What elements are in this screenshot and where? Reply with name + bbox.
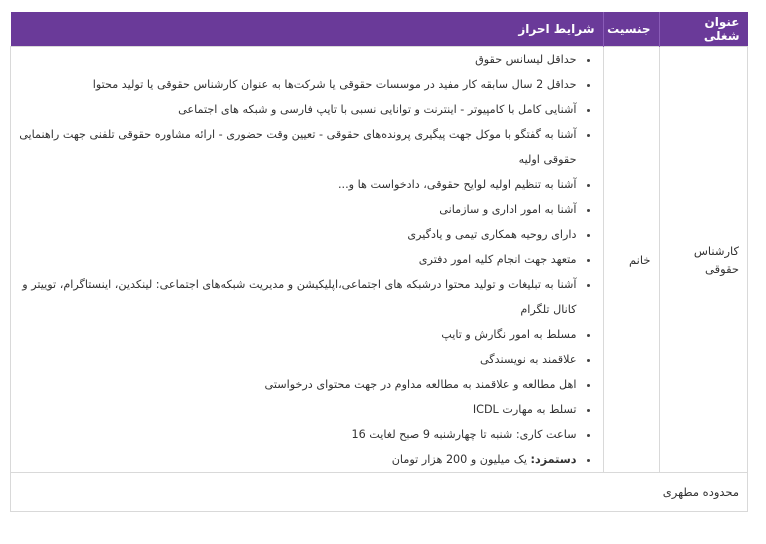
list-item: • متعهد جهت انجام کلیه امور دفتری <box>19 247 577 272</box>
requirements-list <box>19 47 595 472</box>
list-item: • تسلط به مهارت ICDL <box>19 397 577 422</box>
list-item: • مسلط به امور نگارش و تایپ <box>19 322 577 347</box>
header-job-title: عنوان شغلی <box>659 12 748 47</box>
requirements-cell <box>11 47 604 473</box>
salary-label: دستمزد: <box>530 453 577 466</box>
salary-value: یک میلیون و 200 هزار تومان <box>391 453 531 466</box>
list-item: • اهل مطالعه و علاقمند به مطالعه مداوم در جهت محتوای درخواستی <box>19 372 577 397</box>
list-item: • آشنایی کامل با کامپیوتر - اینترنت و توانایی نسبی با تایپ فارسی و شبکه های اجتماعی <box>19 97 577 122</box>
list-item: • آشنا به امور اداری و سازمانی <box>19 197 577 222</box>
list-item: • علاقمند به نویسندگی <box>19 347 577 372</box>
list-item: • آشنا به تنظیم اولیه لوایح حقوقی، دادخواست ها و... <box>19 172 577 197</box>
location-row <box>11 473 748 512</box>
table-row <box>11 47 748 473</box>
list-item: • حداقل 2 سال سابقه کار مفید در موسسات حقوقی یا شرکت‌ها به عنوان کارشناس حقوقی یا تولید محتوا <box>19 72 577 97</box>
list-item: • آشنا به تبلیغات و تولید محتوا درشبکه های اجتماعی،اپلیکیشن و مدیریت شبکه‌های اجتماعی: لینکدین، اینستاگرام، توییتر و کانال تلگرام <box>19 272 577 322</box>
header-gender: جنسیت <box>603 12 659 47</box>
job-table <box>10 12 748 512</box>
header-requirements: شرایط احراز <box>11 12 604 47</box>
header-row <box>11 12 748 47</box>
list-item: • دارای روحیه همکاری تیمی و یادگیری <box>19 222 577 247</box>
location-cell: محدوده مطهری <box>11 473 748 512</box>
list-item: • ساعت کاری: شنبه تا چهارشنبه 9 صبح لغایت 16 <box>19 422 577 447</box>
gender-cell: خانم <box>603 47 659 473</box>
salary-item <box>19 447 577 472</box>
job-title-cell: کارشناس حقوقی <box>659 47 748 473</box>
list-item: • حداقل لیسانس حقوق <box>19 47 577 72</box>
list-item: • آشنا به گفتگو با موکل جهت پیگیری پرونده‌های حقوقی - تعیین وقت حضوری - ارائه مشاوره حقوقی تلفنی جهت راهنمایی حقوقی اولیه <box>19 122 577 172</box>
job-listing <box>10 12 748 512</box>
